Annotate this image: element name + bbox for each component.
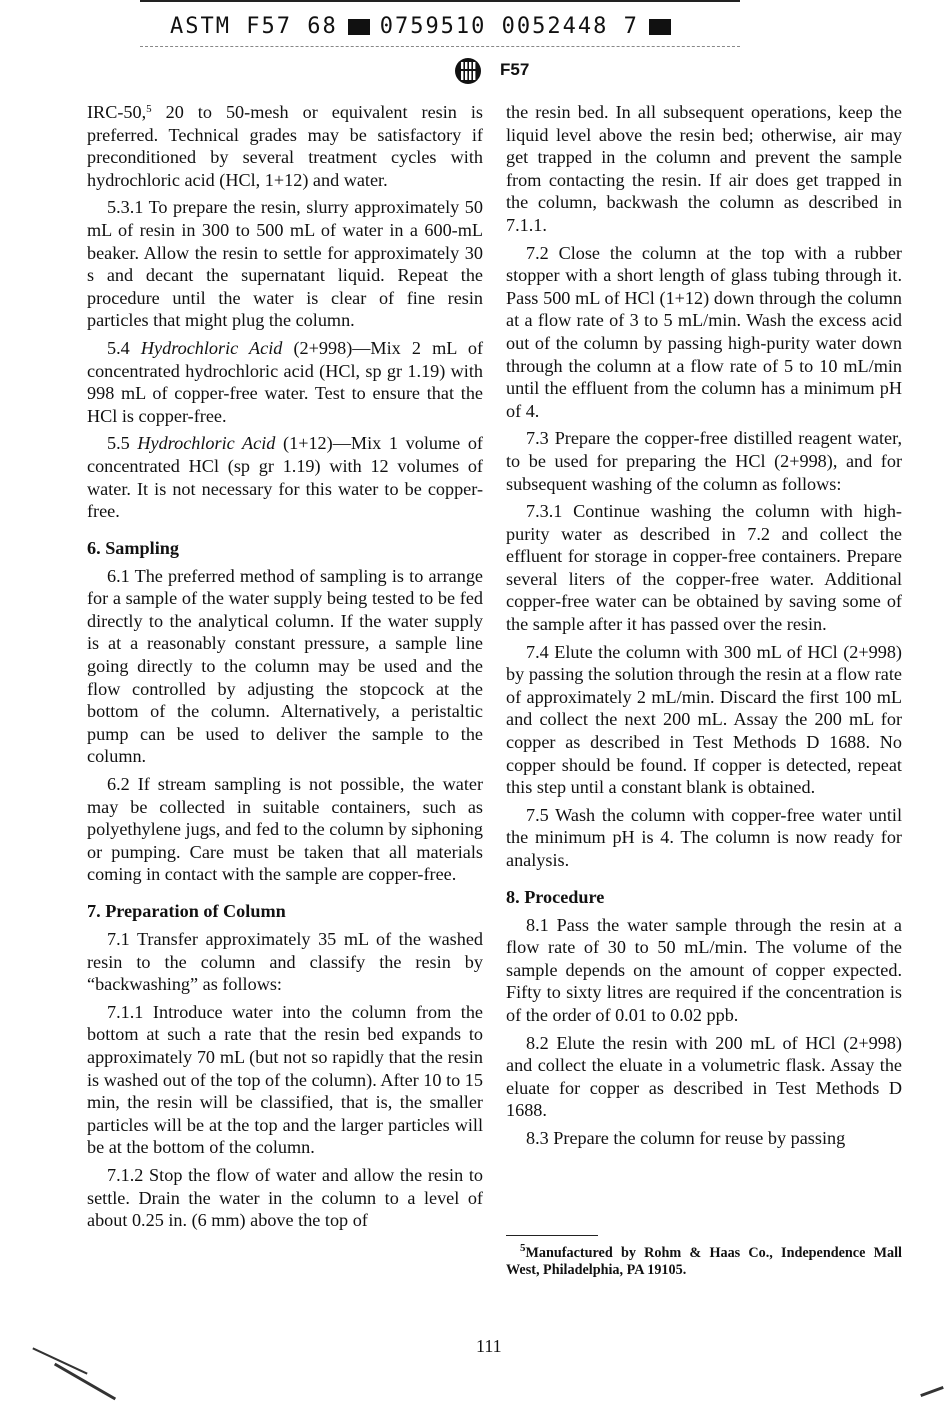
paragraph: 5.5 Hydrochloric Acid (1+12)—Mix 1 volume of concentrated HCl (sp gr 1.19) with 12 volumes of water. It is not necessary for this water to be copper-free. xyxy=(87,433,483,522)
black-block-mark xyxy=(649,19,671,35)
header-code-mid: 0759510 0052448 7 xyxy=(379,14,639,39)
paragraph: 7.3.1 Continue washing the column with high-purity water as described in 7.2 and collect the effluent for storage in copper-free containers. Prepare several liters of the copper-free water. Additional copper-free water can be obtained by saving some of the sample after it has passed over the resin. xyxy=(506,501,902,635)
paragraph: 7.2 Close the column at the top with a rubber stopper with a short length of glass tubing through it. Pass 500 mL of HCl (1+12) down through the column at a flow rate of 3 to 5 mL/min. Wash the excess acid out of the column by passing high-purity water down through the column at a flow rate of 5 to 10 mL/min until the effluent from the column has a minimum pH of 4. xyxy=(506,242,902,421)
paragraph: 7.3 Prepare the copper-free distilled reagent water, to be used for preparing the HCl (2+998), and for subsequent washing of the column as follows: xyxy=(506,428,902,494)
paragraph: 8.2 Elute the resin with 200 mL of HCl (2+998) and collect the eluate in a volumetric flask. Assay the eluate for copper as described in Test Methods D 1688. xyxy=(506,1032,902,1121)
section-heading: 7. Preparation of Column xyxy=(87,901,286,921)
scan-rule xyxy=(140,46,740,48)
paragraph: 7.4 Elute the column with 300 mL of HCl (2+998) by passing the solution through the resin at a flow rate of approximately 2 mL/min. Discard the first 100 mL and collect the next 200 mL. Assay the 200 mL for copper as described in Test Methods D 1688. No copper should be found. If copper is detected, repeat this step until a constant blank is obtained. xyxy=(506,641,902,798)
paragraph: 7.5 Wash the column with copper-free water until the minimum pH is 4. The column is now ready for analysis. xyxy=(506,804,902,870)
footnote-marker: 5 xyxy=(520,1242,526,1254)
top-border-line xyxy=(140,0,740,2)
paragraph: 6.1 The preferred method of sampling is to arrange for a sample of the water supply being tested to be fed directly to the analytical column. If the water supply is at a reasonably constant pressure, a sample line going directly to the column may be used and the flow controlled by adjusting the stopcock at the bottom of the column. Alternatively, a peristaltic pump can be used to deliver the sample to the column. xyxy=(87,565,483,767)
paragraph: 8.3 Prepare the column for reuse by passing xyxy=(526,1127,846,1148)
footnote xyxy=(506,1242,902,1279)
black-block-mark xyxy=(348,19,370,35)
scan-artifact xyxy=(54,1363,116,1401)
paragraph: 6.2 If stream sampling is not possible, the water may be collected in suitable containers, such as polyethylene jugs, and fed to the column by siphoning or pumping. Care must be taken that all materials coming in contact with the sample are copper-free. xyxy=(87,774,483,885)
right-column xyxy=(506,101,902,1150)
paragraph: IRC-50,$^5$ 20 to 50-mesh or equivalent resin is preferred. Technical grades may be satisfactory if preconditioned by several treatment cycles with hydrochloric acid (HCl, 1+12) and water. xyxy=(87,102,483,190)
footnote-text: Manufactured by Rohm & Haas Co., Independence Mall West, Philadelphia, PA 19105. xyxy=(506,1245,902,1278)
barcode-header xyxy=(170,14,730,39)
page-number: 111 xyxy=(476,1336,502,1356)
left-column xyxy=(87,101,483,1232)
astm-logo-icon xyxy=(453,56,483,86)
header-code-left: ASTM F57 68 xyxy=(170,14,338,39)
footnote-rule xyxy=(506,1235,598,1236)
paragraph: 5.4 Hydrochloric Acid (2+998)—Mix 2 mL of concentrated hydrochloric acid (HCl, sp gr 1.19) with 998 mL of copper-free water. Test to ensure that the HCl is copper-free. xyxy=(87,337,484,426)
scan-artifact xyxy=(32,1347,87,1374)
paragraph: 7.1.1 Introduce water into the column from the bottom at such a rate that the resin bed expands to approximately 70 mL (but not so rapidly that the resin is washed out of the top of the column). After 10 to 15 min, the resin will be classified, that is, the smaller particles will be at the top and the larger particles will be at the bottom of the column. xyxy=(87,1001,483,1158)
paragraph: 5.3.1 To prepare the resin, slurry approximately 50 mL of resin in 300 to 500 mL of water in a 600-mL beaker. Allow the resin to settle for approximately 30 s and decant the supernatant liquid. Repeat the procedure until the water is clear of fine resin particles that might plug the column. xyxy=(87,197,483,331)
paragraph: 8.1 Pass the water sample through the resin at a flow rate of 30 to 50 mL/min. The volume of the sample depends on the amount of copper expected. Fifty to sixty litres are required if the concentration is of the order of 0.01 to 0.02 ppb. xyxy=(506,914,902,1025)
section-heading: 8. Procedure xyxy=(506,886,605,907)
paragraph: 7.1 Transfer approximately 35 mL of the washed resin to the column and classify the resin by “backwashing” as follows: xyxy=(87,929,483,995)
designation-label: F57 xyxy=(500,60,530,79)
paragraph: 7.1.2 Stop the flow of water and allow the resin to settle. Drain the water in the column to a level of about 0.25 in. (6 mm) above the top of xyxy=(87,1164,483,1231)
scan-artifact xyxy=(920,1386,944,1397)
paragraph: the resin bed. In all subsequent operations, keep the liquid level above the resin bed; otherwise, air may get trapped in the column and prevent the sample from contacting the resin. If air does get trapped in the column, backwash the column as described in 7.1.1. xyxy=(506,102,902,235)
section-heading: 6. Sampling xyxy=(87,537,179,558)
